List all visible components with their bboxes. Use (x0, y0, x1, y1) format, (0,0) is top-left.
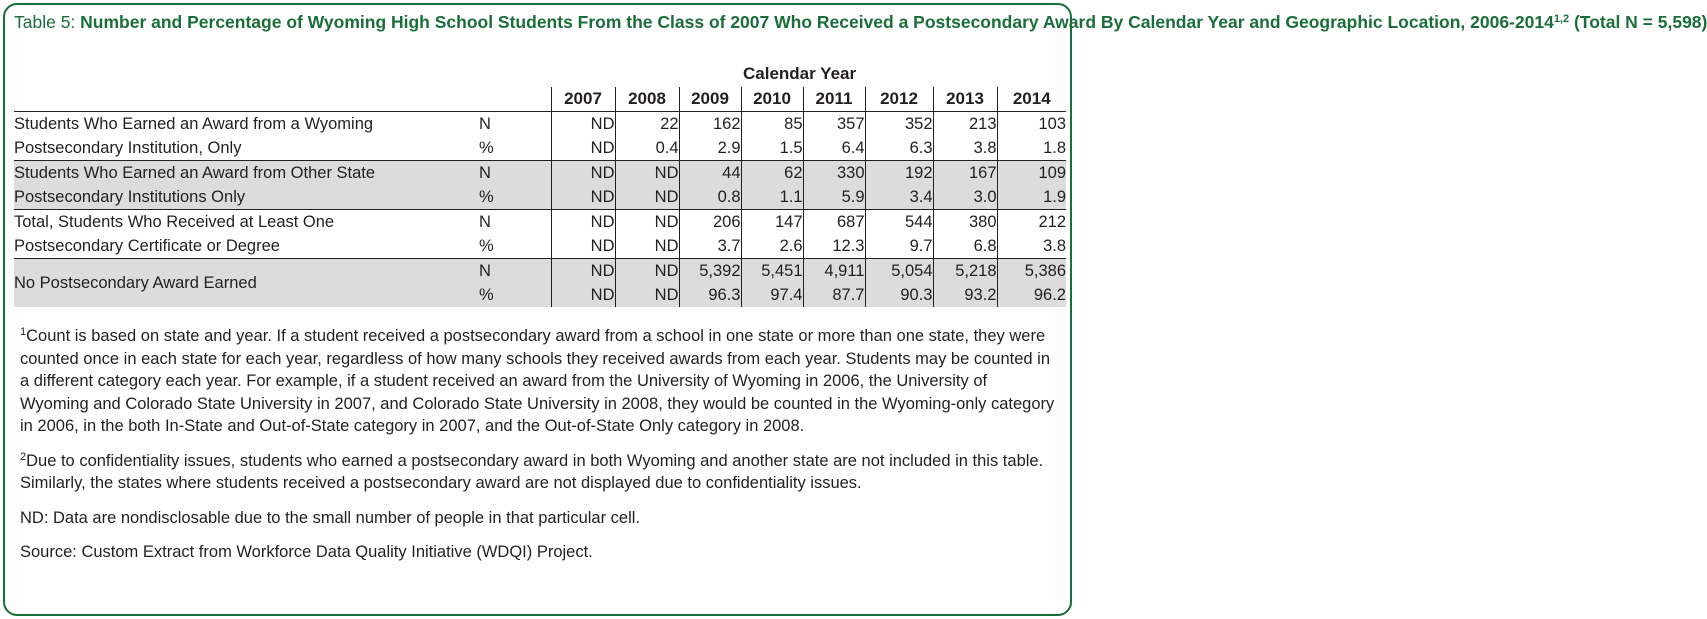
table-cell: 212 (997, 210, 1066, 235)
footnote-1-marker: 1 (20, 326, 27, 338)
table-cell: 6.3 (865, 136, 933, 161)
table-row (14, 136, 1066, 161)
table-cell: 3.4 (865, 185, 933, 210)
table-cell: 9.7 (865, 234, 933, 259)
table-cell: 1.1 (741, 185, 803, 210)
table-cell: 5,386 (997, 259, 1066, 284)
row-unit: N (479, 259, 551, 284)
table-cell: ND (551, 185, 615, 210)
table-cell: 1.8 (997, 136, 1066, 161)
table-cell: 213 (933, 112, 997, 137)
table-cell: 3.7 (679, 234, 741, 259)
table-cell: ND (551, 283, 615, 307)
table-cell: ND (615, 185, 679, 210)
table-cell: 85 (741, 112, 803, 137)
table-cell: 5,451 (741, 259, 803, 284)
table-cell: 4,911 (803, 259, 865, 284)
table-cell: 1.9 (997, 185, 1066, 210)
table-title (14, 11, 1707, 33)
calendar-year-label: Calendar Year (743, 64, 857, 83)
table-cell: ND (551, 112, 615, 137)
footnote-2 (20, 450, 1060, 495)
footnote-2-marker: 2 (20, 450, 27, 463)
row-label: Postsecondary Institution, Only (14, 136, 479, 161)
row-unit: N (479, 115, 491, 133)
table-cell: 22 (615, 112, 679, 137)
table-cell: 2.9 (679, 136, 741, 161)
table-cell: ND (551, 234, 615, 259)
year-header: 2011 (803, 87, 865, 112)
table-cell: 109 (997, 161, 1066, 186)
table-cell: ND (551, 161, 615, 186)
table-cell: 96.3 (679, 283, 741, 307)
table-cell: 352 (865, 112, 933, 137)
row-unit: % (479, 283, 551, 307)
row-label: Postsecondary Institutions Only (14, 185, 479, 210)
title-total: (Total N = 5,598) (1569, 12, 1707, 32)
header-unit-cell (479, 87, 551, 112)
table-cell: 3.0 (933, 185, 997, 210)
table-row (14, 210, 1066, 235)
header-label-cell (14, 87, 479, 112)
row-unit: % (479, 234, 551, 259)
table-cell: 357 (803, 112, 865, 137)
table-cell: 3.8 (997, 234, 1066, 259)
table-cell: 380 (933, 210, 997, 235)
table-cell: ND (615, 259, 679, 284)
table-cell: 5,392 (679, 259, 741, 284)
table-cell: 44 (679, 161, 741, 186)
table-cell: 192 (865, 161, 933, 186)
table-cell: 12.3 (803, 234, 865, 259)
row-unit: % (479, 136, 551, 161)
year-header: 2013 (933, 87, 997, 112)
table-cell: 96.2 (997, 283, 1066, 307)
table-cell: 97.4 (741, 283, 803, 307)
year-header: 2008 (615, 87, 679, 112)
table-row (14, 259, 1066, 284)
table-cell: ND (551, 259, 615, 284)
row-unit: N (479, 213, 491, 231)
table-row (14, 112, 1066, 137)
table-cell: ND (551, 210, 615, 235)
footnote-1 (20, 325, 1060, 438)
table-cell: 687 (803, 210, 865, 235)
year-header: 2014 (997, 87, 1066, 112)
table-cell: 0.8 (679, 185, 741, 210)
header-row (14, 87, 1066, 112)
table-cell: 162 (679, 112, 741, 137)
table-cell: 3.8 (933, 136, 997, 161)
source-note: Source: Custom Extract from Workforce Data Quality Initiative (WDQI) Project. (20, 543, 593, 561)
table-cell: ND (615, 161, 679, 186)
table-cell: 147 (741, 210, 803, 235)
title-prefix: Table 5: (14, 12, 81, 32)
table-cell: 167 (933, 161, 997, 186)
table-cell: ND (551, 136, 615, 161)
table-cell: 87.7 (803, 283, 865, 307)
row-unit: % (479, 185, 551, 210)
row-label: Students Who Earned an Award from Other State (14, 161, 479, 186)
table-cell: 5,218 (933, 259, 997, 284)
table-row (14, 161, 1066, 186)
footnotes (20, 325, 1060, 576)
year-header: 2009 (679, 87, 741, 112)
footnote-1-text: Count is based on state and year. If a student received a postsecondary award from a school in one state or more than one state, they were counted once in each state for each year, regardless of how many schools they received awards from each year. Students may be counted in a different category each year. For example, if a student received an award from the University of Wyoming in 2006, the University of Wyoming and Colorado State University in 2007, and Colorado State University in 2008, they would be counted in the Wyoming-only category in 2006, in the both In-State and Out-of-State category in 2007, and the Out-of-State Only category in 2008. (20, 327, 1055, 435)
table-cell: 206 (679, 210, 741, 235)
table-cell: 1.5 (741, 136, 803, 161)
table-cell: 62 (741, 161, 803, 186)
title-superscript: 1,2 (1553, 13, 1570, 25)
table-frame (3, 3, 1707, 616)
table-cell: 5.9 (803, 185, 865, 210)
table-cell: 90.3 (865, 283, 933, 307)
table-cell: 5,054 (865, 259, 933, 284)
row-label: Students Who Earned an Award from a Wyoming (14, 115, 374, 133)
year-header: 2012 (865, 87, 933, 112)
row-label: Total, Students Who Received at Least One (14, 213, 335, 231)
table-cell: ND (615, 210, 679, 235)
table-cell: 2.6 (741, 234, 803, 259)
year-header: 2007 (551, 87, 615, 112)
table-row (14, 234, 1066, 259)
row-label: Postsecondary Certificate or Degree (14, 234, 479, 259)
data-table (14, 87, 1066, 307)
year-header: 2010 (741, 87, 803, 112)
table-cell: ND (615, 283, 679, 307)
table-cell: 0.4 (615, 136, 679, 161)
table-cell: ND (615, 234, 679, 259)
title-main: Number and Percentage of Wyoming High School Students From the Class of 2007 Who Received a Postsecondary Award By Calendar Year and Geographic Location, 2006-2014 (80, 12, 1554, 32)
footnote-2-text: Due to confidentiality issues, students who earned a postsecondary award in both Wyoming and another state are not included in this table. Similarly, the states where students received a postsecondary award are not displayed due to confidentiality issues. (20, 451, 1044, 492)
table-cell: 6.4 (803, 136, 865, 161)
row-unit: N (479, 161, 551, 186)
table-cell: 103 (997, 112, 1066, 137)
table-cell: 93.2 (933, 283, 997, 307)
row-label: No Postsecondary Award Earned (14, 259, 479, 308)
table-row (14, 185, 1066, 210)
table-cell: 544 (865, 210, 933, 235)
nd-note: ND: Data are nondisclosable due to the small number of people in that particular cell. (20, 508, 641, 527)
table-cell: 6.8 (933, 234, 997, 259)
table-cell: 330 (803, 161, 865, 186)
